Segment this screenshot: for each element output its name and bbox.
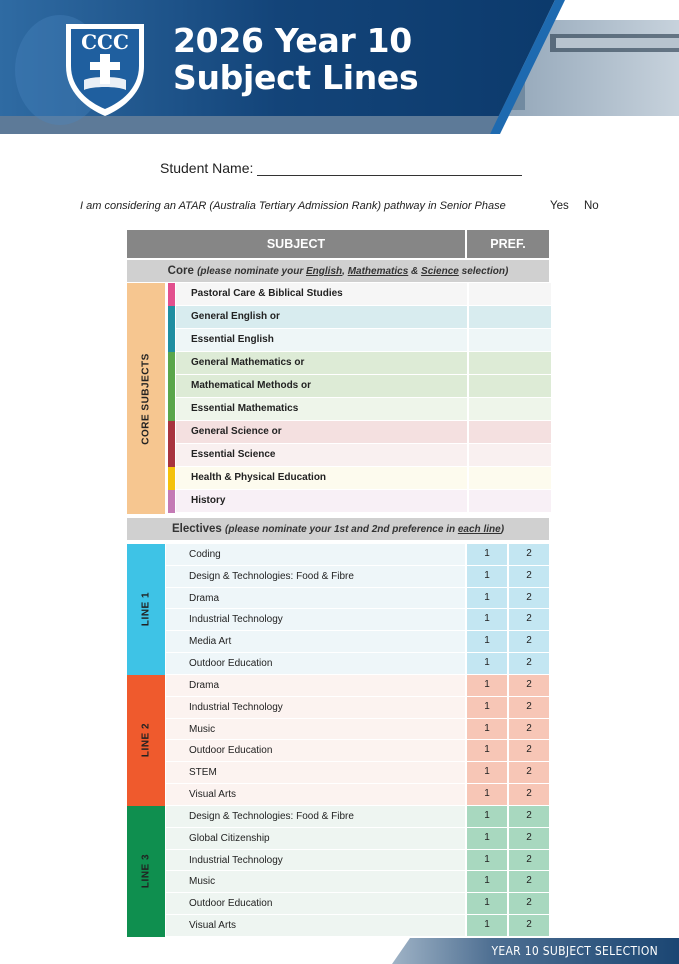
core-subject-name: Pastoral Care & Biblical Studies xyxy=(191,288,343,299)
line-3-bar xyxy=(127,806,165,937)
core-pref-cell[interactable] xyxy=(467,467,551,489)
elective-subject-name: Design & Technologies: Food & Fibre xyxy=(189,570,354,582)
pref-1-option[interactable]: 1 xyxy=(467,566,507,587)
elective-subject-name: Industrial Technology xyxy=(189,701,283,713)
core-pref-cell[interactable] xyxy=(467,398,551,420)
elective-subject-name: Global Citizenship xyxy=(189,832,270,844)
subject-color-strip xyxy=(168,444,175,467)
student-name-field xyxy=(160,160,522,176)
elective-subject-name: Visual Arts xyxy=(189,789,237,800)
core-subject-name: General Science or xyxy=(191,426,282,437)
pref-1-option[interactable]: 1 xyxy=(467,762,507,783)
core-pref-cell[interactable] xyxy=(467,306,551,328)
subject-color-strip xyxy=(168,283,175,306)
elective-subject-name: Industrial Technology xyxy=(189,854,283,866)
core-title: Core xyxy=(167,265,194,277)
pref-1-option[interactable]: 1 xyxy=(467,588,507,609)
subject-color-strip xyxy=(168,375,175,398)
core-pref-cell[interactable] xyxy=(467,283,551,305)
core-subject-name: Health & Physical Education xyxy=(191,472,327,483)
core-subject-name: History xyxy=(191,495,226,506)
core-subject-name: Essential Mathematics xyxy=(191,403,299,414)
pref-2-option[interactable]: 2 xyxy=(509,893,549,914)
atar-question: I am considering an ATAR (Australia Tertiary Admission Rank) pathway in Senior Phase xyxy=(80,200,506,212)
elective-subject-name: Drama xyxy=(189,680,220,691)
footer-title: YEAR 10 SUBJECT SELECTION xyxy=(491,944,658,958)
core-pref-cell[interactable] xyxy=(467,352,551,374)
atar-no-option[interactable]: No xyxy=(584,200,599,212)
elective-subject-name: Industrial Technology xyxy=(189,614,283,626)
elective-subject-name: Music xyxy=(189,876,216,888)
core-pref-cell[interactable] xyxy=(467,444,551,466)
pref-1-option[interactable]: 1 xyxy=(467,806,507,827)
elective-subject-name: Visual Arts xyxy=(189,920,237,931)
subject-color-strip xyxy=(168,467,175,490)
electives-title: Electives xyxy=(171,523,222,535)
line-1-bar xyxy=(127,544,165,675)
pref-2-option[interactable]: 2 xyxy=(509,740,549,761)
pref-1-option[interactable]: 1 xyxy=(467,850,507,871)
pref-2-option[interactable]: 2 xyxy=(509,544,549,565)
title-line-2: Subject Lines xyxy=(173,58,419,97)
pref-2-option[interactable]: 2 xyxy=(509,784,549,805)
pref-2-option[interactable]: 2 xyxy=(509,871,549,892)
pref-1-option[interactable]: 1 xyxy=(467,740,507,761)
pref-1-option[interactable]: 1 xyxy=(467,609,507,630)
core-pref-cell[interactable] xyxy=(467,375,551,397)
pref-2-option[interactable]: 2 xyxy=(509,915,549,936)
core-subjects-bar xyxy=(127,283,165,514)
line-2-bar xyxy=(127,675,165,806)
core-pref-cell[interactable] xyxy=(467,490,551,512)
title-line-1: 2026 Year 10 xyxy=(173,21,412,60)
core-subject-name: General Mathematics or xyxy=(191,357,305,368)
core-subjects-label: CORE SUBJECTS xyxy=(140,352,152,445)
elective-subject-name: Coding xyxy=(189,549,221,560)
elective-subject-name: Outdoor Education xyxy=(189,745,273,757)
pref-1-option[interactable]: 1 xyxy=(467,828,507,849)
subject-color-strip xyxy=(168,306,175,329)
pref-2-option[interactable]: 2 xyxy=(509,719,549,740)
page-title xyxy=(173,22,493,96)
line-label: LINE 3 xyxy=(140,854,152,889)
line-label: LINE 1 xyxy=(140,592,152,627)
elective-subject-name: Drama xyxy=(189,592,220,604)
college-crest-logo xyxy=(62,18,148,118)
pref-1-option[interactable]: 1 xyxy=(467,871,507,892)
pref-2-option[interactable]: 2 xyxy=(509,828,549,849)
line-label: LINE 2 xyxy=(140,723,152,758)
core-pref-cell[interactable] xyxy=(467,421,551,443)
pref-1-option[interactable]: 1 xyxy=(467,915,507,936)
core-subject-name: Essential English xyxy=(191,334,274,345)
pref-1-option[interactable]: 1 xyxy=(467,719,507,740)
pref-2-option[interactable]: 2 xyxy=(509,675,549,696)
student-name-label: Student Name: xyxy=(160,160,254,176)
atar-yes-option[interactable]: Yes xyxy=(550,200,569,212)
pref-column-header: PREF. xyxy=(490,237,526,251)
electives-section-header: Electives (please nominate your 1st and 2nd preference in each line) xyxy=(127,518,549,540)
elective-subject-name: Outdoor Education xyxy=(189,898,273,910)
core-subject-name: Mathematical Methods or xyxy=(191,380,312,391)
pref-2-option[interactable]: 2 xyxy=(509,588,549,609)
elective-subject-name: Media Art xyxy=(189,636,232,648)
pref-2-option[interactable]: 2 xyxy=(509,697,549,718)
elective-subject-name: Design & Technologies: Food & Fibre xyxy=(189,811,354,822)
svg-text:CCC: CCC xyxy=(81,30,129,54)
pref-2-option[interactable]: 2 xyxy=(509,653,549,674)
pref-1-option[interactable]: 1 xyxy=(467,631,507,652)
core-section-header: Core (please nominate your English, Mathematics & Science selection) xyxy=(127,260,549,282)
pref-1-option[interactable]: 1 xyxy=(467,784,507,805)
pref-1-option[interactable]: 1 xyxy=(467,544,507,565)
student-name-input[interactable] xyxy=(257,161,522,176)
pref-1-option[interactable]: 1 xyxy=(467,697,507,718)
subject-column-header: SUBJECT xyxy=(266,237,326,251)
pref-2-option[interactable]: 2 xyxy=(509,631,549,652)
subject-color-strip xyxy=(168,329,175,352)
subject-color-strip xyxy=(168,398,175,421)
pref-2-option[interactable]: 2 xyxy=(509,609,549,630)
core-subject-name: Essential Science xyxy=(191,449,276,460)
elective-subject-name: Music xyxy=(189,723,216,735)
subject-color-strip xyxy=(168,490,175,513)
elective-subject-name: STEM xyxy=(189,767,217,779)
subject-color-strip xyxy=(168,352,175,375)
pref-2-option[interactable]: 2 xyxy=(509,850,549,871)
subject-color-strip xyxy=(168,421,175,444)
pref-2-option[interactable]: 2 xyxy=(509,762,549,783)
pref-2-option[interactable]: 2 xyxy=(509,806,549,827)
pref-1-option[interactable]: 1 xyxy=(467,653,507,674)
pref-1-option[interactable]: 1 xyxy=(467,675,507,696)
elective-subject-name: Outdoor Education xyxy=(189,658,273,669)
pref-1-option[interactable]: 1 xyxy=(467,893,507,914)
core-subject-name: General English or xyxy=(191,311,280,322)
core-pref-cell[interactable] xyxy=(467,329,551,351)
pref-2-option[interactable]: 2 xyxy=(509,566,549,587)
